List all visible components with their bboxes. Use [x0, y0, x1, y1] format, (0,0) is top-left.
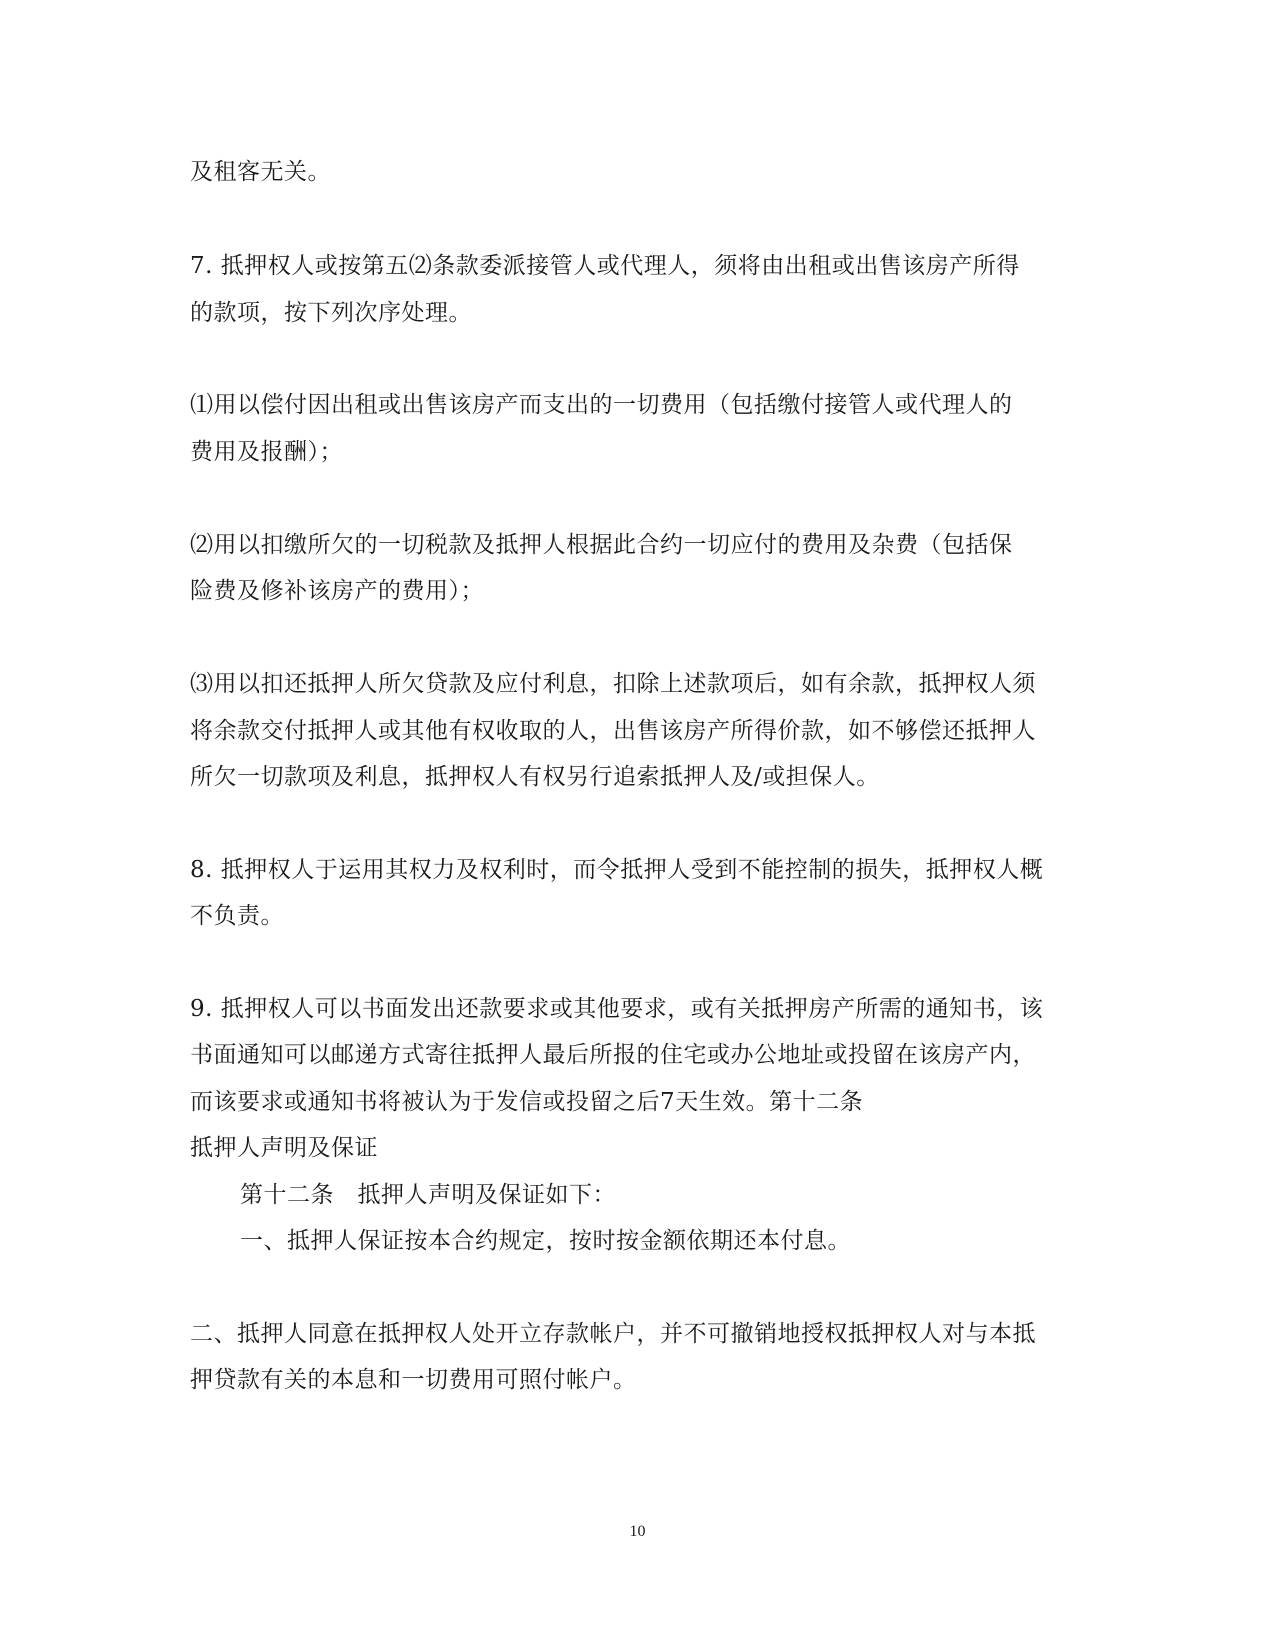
- section-heading: 抵押人声明及保证: [190, 1135, 378, 1161]
- text-line: 二、抵押人同意在抵押权人处开立存款帐户，并不可撤销地授权抵押权人对与本抵: [190, 1321, 1036, 1347]
- text-line: ⑶用以扣还抵押人所欠贷款及应付利息，扣除上述款项后，如有余款，抵押权人须: [190, 671, 1036, 697]
- text-line: 险费及修补该房产的费用）；: [190, 578, 484, 604]
- text-line: 及租客无关。: [190, 159, 331, 185]
- text-line: 书面通知可以邮递方式寄往抵押人最后所报的住宅或办公地址或投留在该房产内，: [190, 1042, 1036, 1068]
- text-line: 押贷款有关的本息和一切费用可照付帐户。: [190, 1367, 637, 1393]
- text-line: 的款项，按下列次序处理。: [190, 300, 472, 326]
- text-line: 7. 抵押权人或按第五⑵条款委派接管人或代理人，须将由出租或出售该房产所得: [190, 253, 1020, 279]
- text-line: 将余款交付抵押人或其他有权收取的人，出售该房产所得价款，如不够偿还抵押人: [190, 718, 1036, 744]
- text-line: 第十二条 抵押人声明及保证如下：: [240, 1182, 616, 1208]
- text-line: 8. 抵押权人于运用其权力及权利时，而令抵押人受到不能控制的损失，抵押权人概: [190, 857, 1044, 883]
- text-line: 费用及报酬）；: [190, 439, 343, 465]
- text-line: 不负责。: [190, 903, 284, 929]
- text-line: ⑵用以扣缴所欠的一切税款及抵押人根据此合约一切应付的费用及杂费（包括保: [190, 532, 1013, 558]
- text-line: 而该要求或通知书将被认为于发信或投留之后7天生效。第十二条: [190, 1089, 864, 1115]
- text-line: 一、抵押人保证按本合约规定，按时按金额依期还本付息。: [240, 1228, 851, 1254]
- text-line: ⑴用以偿付因出租或出售该房产而支出的一切费用（包括缴付接管人或代理人的: [190, 392, 1013, 418]
- text-line: 9. 抵押权人可以书面发出还款要求或其他要求，或有关抵押房产所需的通知书，该: [190, 996, 1044, 1022]
- text-line: 所欠一切款项及利息，抵押权人有权另行追索抵押人及/或担保人。: [190, 764, 880, 790]
- page-number: 10: [629, 1523, 646, 1540]
